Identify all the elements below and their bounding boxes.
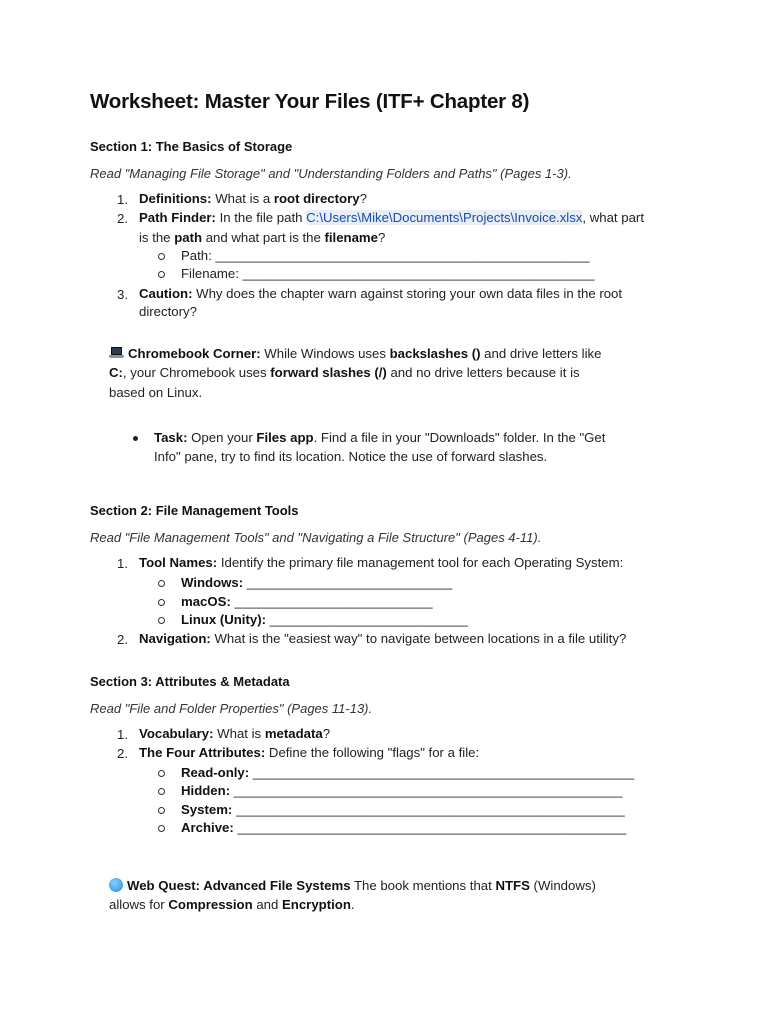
task-line-2: Info" pane, try to find its location. Notice the use of forward slashes. [154, 449, 548, 464]
system-answer-line[interactable]: System: _____________________________________________________ [181, 802, 625, 817]
section-3-heading: Section 3: Attributes & Metadata [90, 674, 290, 689]
read-only-answer-line[interactable]: Read-only: ____________________________________________________ [181, 765, 635, 780]
list-number: 2. [117, 211, 128, 226]
section-2-heading: Section 2: File Management Tools [90, 503, 299, 518]
list-number: 2. [117, 746, 128, 761]
hollow-bullet-icon [158, 271, 165, 278]
hollow-bullet-icon [158, 253, 165, 260]
question-four-attributes: The Four Attributes: Define the following "flags" for a file: [139, 745, 480, 760]
linux-answer-line[interactable]: Linux (Unity): ___________________________ [181, 612, 468, 627]
question-path-finder: Path Finder: In the file path C:\Users\Mike\Documents\Projects\Invoice.xlsx, what part [139, 210, 644, 225]
question-tool-names: Tool Names: Identify the primary file management tool for each Operating System: [139, 555, 624, 570]
question-navigation: Navigation: What is the "easiest way" to navigate between locations in a file utility? [139, 631, 627, 646]
page-title: Worksheet: Master Your Files (ITF+ Chapter 8) [90, 90, 530, 113]
list-number: 3. [117, 287, 128, 302]
hollow-bullet-icon [158, 788, 165, 795]
section-1-heading: Section 1: The Basics of Storage [90, 139, 293, 154]
question-definitions: Definitions: What is a root directory? [139, 191, 367, 206]
question-vocabulary: Vocabulary: What is metadata? [139, 726, 331, 741]
question-path-finder-cont: is the path and what part is the filename? [139, 230, 386, 245]
hollow-bullet-icon [158, 580, 165, 587]
list-number: 1. [117, 556, 128, 571]
chromebook-corner-line-3: based on Linux. [109, 385, 203, 400]
hollow-bullet-icon [158, 617, 165, 624]
question-caution-cont: directory? [139, 304, 197, 319]
list-number: 1. [117, 192, 128, 207]
bullet-icon [133, 436, 138, 441]
section-1-reading: Read "Managing File Storage" and "Understanding Folders and Paths" (Pages 1-3). [90, 166, 572, 181]
chromebook-corner-line-1: Chromebook Corner: While Windows uses backslashes () and drive letters like [109, 345, 601, 363]
web-quest-line-2: allows for Compression and Encryption. [109, 897, 355, 912]
chromebook-corner-line-2: C:, your Chromebook uses forward slashes (/) and no drive letters because it is [109, 365, 580, 380]
laptop-icon [109, 347, 124, 359]
hollow-bullet-icon [158, 807, 165, 814]
file-path-text: C:\Users\Mike\Documents\Projects\Invoice.xlsx [306, 210, 583, 225]
path-answer-line[interactable]: Path: ___________________________________________________ [181, 248, 590, 263]
archive-answer-line[interactable]: Archive: _____________________________________________________ [181, 820, 627, 835]
hollow-bullet-icon [158, 599, 165, 606]
hidden-answer-line[interactable]: Hidden: _____________________________________________________ [181, 783, 623, 798]
section-3-reading: Read "File and Folder Properties" (Pages 11-13). [90, 701, 373, 716]
task-line-1: Task: Open your Files app. Find a file in your "Downloads" folder. In the "Get [154, 430, 606, 445]
hollow-bullet-icon [158, 825, 165, 832]
hollow-bullet-icon [158, 770, 165, 777]
question-caution: Caution: Why does the chapter warn against storing your own data files in the root [139, 286, 623, 301]
filename-answer-line[interactable]: Filename: ________________________________________________ [181, 266, 595, 281]
web-quest-line-1: Web Quest: Advanced File Systems The book mentions that NTFS (Windows) [109, 877, 596, 895]
macos-answer-line[interactable]: macOS: ___________________________ [181, 594, 433, 609]
list-number: 1. [117, 727, 128, 742]
windows-answer-line[interactable]: Windows: ____________________________ [181, 575, 453, 590]
globe-icon [109, 878, 123, 892]
section-2-reading: Read "File Management Tools" and "Navigating a File Structure" (Pages 4-11). [90, 530, 542, 545]
list-number: 2. [117, 632, 128, 647]
